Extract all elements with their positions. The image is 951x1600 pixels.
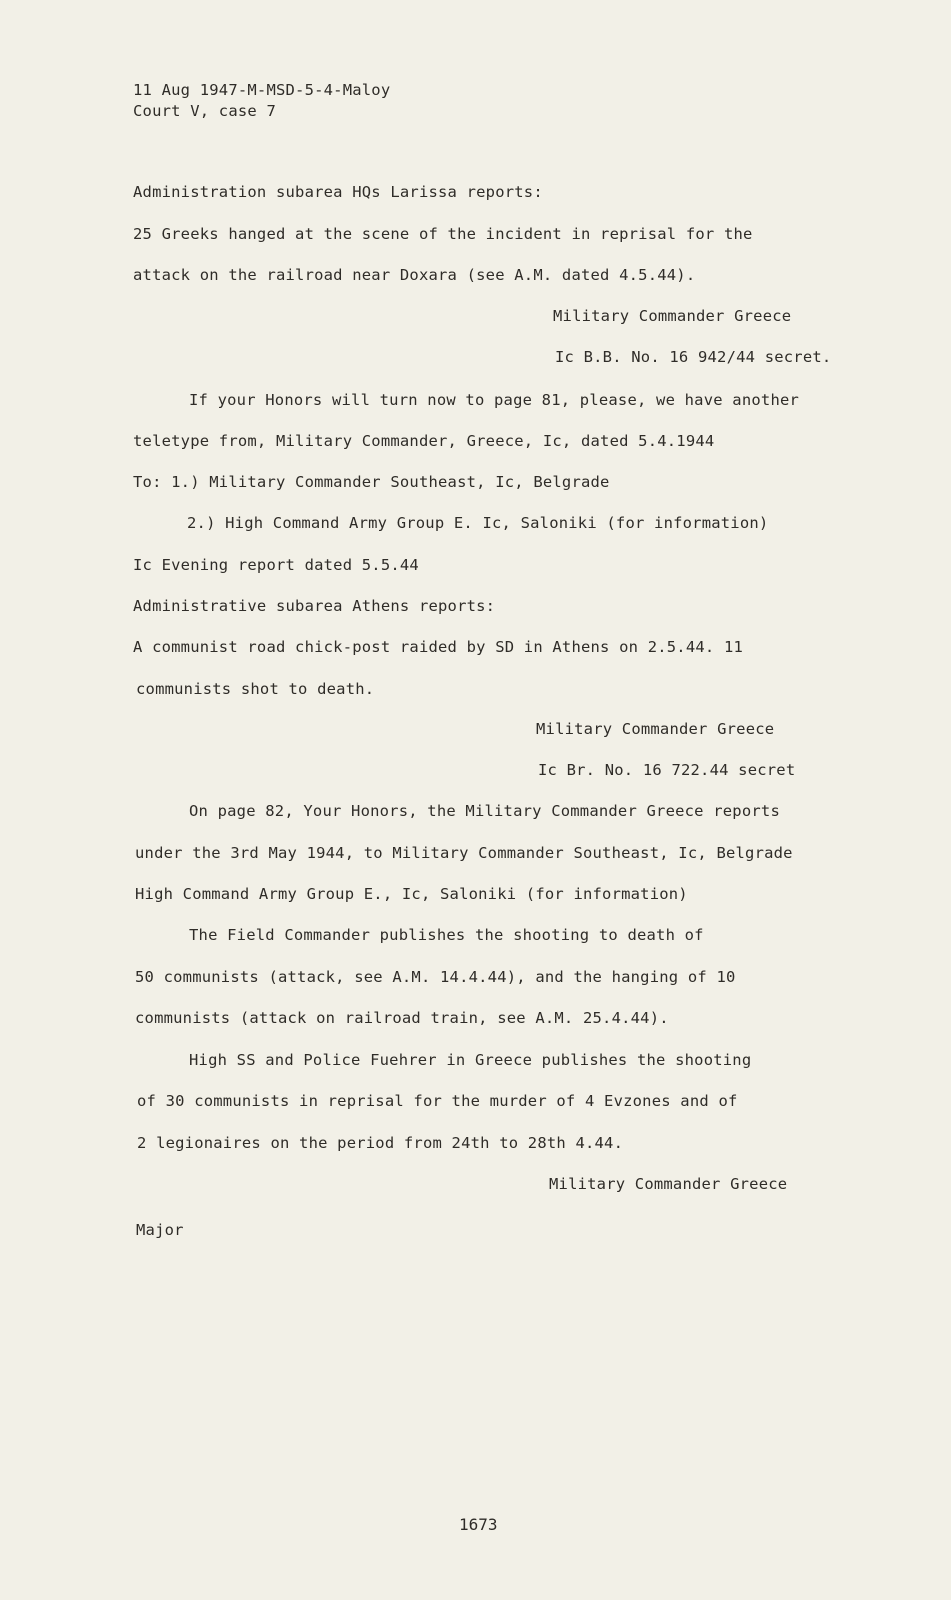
reference-2: Ic Br. No. 16 722.44 secret — [538, 761, 796, 779]
body-line-22: High SS and Police Fuehrer in Greece publishes the shooting — [189, 1051, 752, 1069]
body-line-06: If your Honors will turn now to page 81, please, we have another — [189, 391, 800, 409]
body-line-24: 2 legionaires on the period from 24th to 28th 4.44. — [137, 1134, 624, 1152]
body-line-01: Administration subarea HQs Larissa reports: — [133, 183, 543, 201]
body-line-23: of 30 communists in reprisal for the murder of 4 Evzones and of — [137, 1092, 738, 1110]
signature-block-3: Military Commander Greece — [549, 1175, 788, 1193]
body-line-16: On page 82, Your Honors, the Military Commander Greece reports — [189, 802, 780, 820]
body-line-19: The Field Commander publishes the shooting to death of — [189, 926, 704, 944]
body-line-13: communists shot to death. — [136, 680, 375, 698]
body-line-07: teletype from, Military Commander, Greece, Ic, dated 5.4.1944 — [133, 432, 715, 450]
body-line-11: Administrative subarea Athens reports: — [133, 597, 496, 615]
body-line-17: under the 3rd May 1944, to Military Commander Southeast, Ic, Belgrade — [135, 844, 793, 862]
signature-block-2: Military Commander Greece — [536, 720, 775, 738]
signature-block-1: Military Commander Greece — [553, 307, 792, 325]
body-line-10: Ic Evening report dated 5.5.44 — [133, 556, 419, 574]
body-line-08: To: 1.) Military Commander Southeast, Ic, Belgrade — [133, 473, 610, 491]
page-number: 1673 — [459, 1515, 498, 1534]
body-line-18: High Command Army Group E., Ic, Saloniki (for information) — [135, 885, 688, 903]
body-line-02: 25 Greeks hanged at the scene of the incident in reprisal for the — [133, 225, 753, 243]
body-line-21: communists (attack on railroad train, see A.M. 25.4.44). — [135, 1009, 669, 1027]
header-line-1: 11 Aug 1947-M-MSD-5-4-Maloy — [133, 81, 391, 99]
body-line-12: A communist road chick-post raided by SD in Athens on 2.5.44. 11 — [133, 638, 744, 656]
body-line-03: attack on the railroad near Doxara (see A.M. dated 4.5.44). — [133, 266, 696, 284]
reference-1: Ic B.B. No. 16 942/44 secret. — [555, 348, 832, 366]
header-line-2: Court V, case 7 — [133, 102, 276, 120]
signatory-rank: Major — [136, 1221, 184, 1239]
body-line-20: 50 communists (attack, see A.M. 14.4.44), and the hanging of 10 — [135, 968, 736, 986]
body-line-09: 2.) High Command Army Group E. Ic, Saloniki (for information) — [187, 514, 769, 532]
